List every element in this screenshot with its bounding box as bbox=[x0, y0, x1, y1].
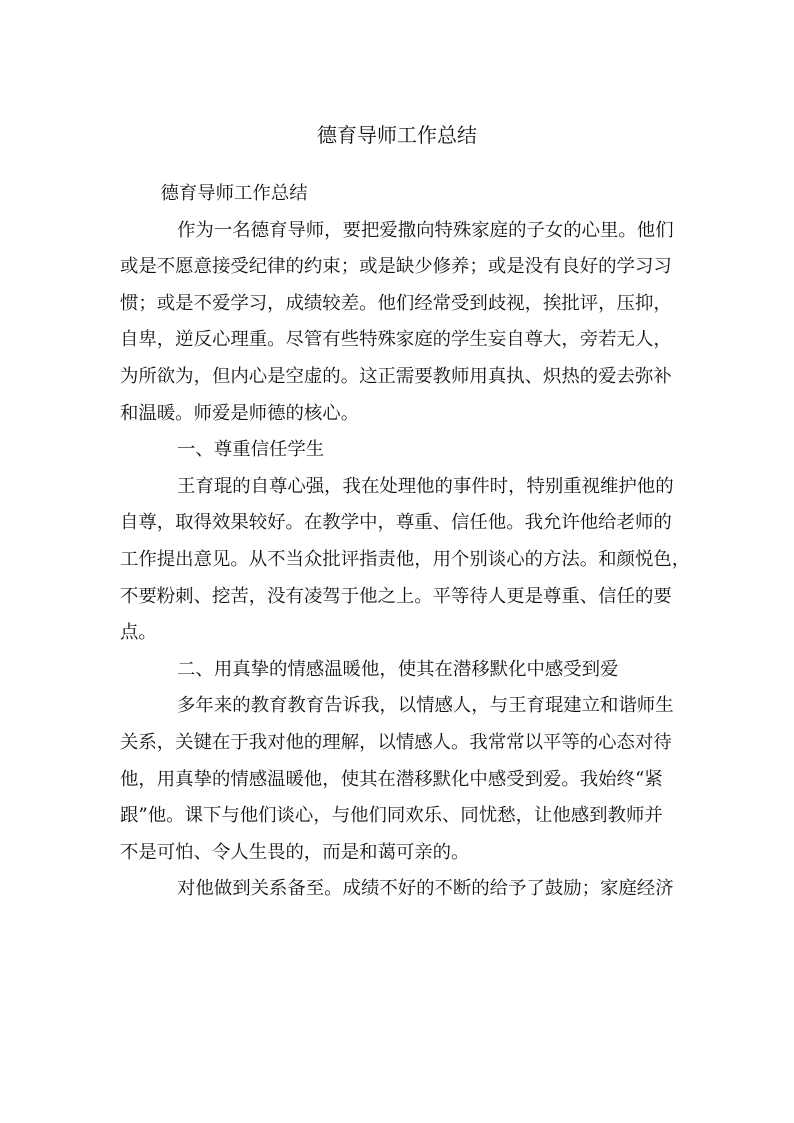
document-subtitle: 德育导师工作总结 bbox=[160, 183, 308, 204]
text-line: 王育琨的自尊心强，我在处理他的事件时，特别重视维护他的 bbox=[177, 475, 674, 497]
text-line: 二、用真挚的情感温暖他，使其在潜移默化中感受到爱 bbox=[177, 658, 619, 680]
text-line: 工作提出意见。从不当众批评指责他，用个别谈心的方法。和颜悦色， bbox=[120, 548, 691, 570]
document-title: 德育导师工作总结 bbox=[317, 123, 477, 147]
text-line: 一、尊重信任学生 bbox=[177, 439, 325, 461]
text-line: 关系，关键在于我对他的理解，以情感人。我常常以平等的心态对待 bbox=[120, 731, 672, 753]
text-line: 自尊，取得效果较好。在教学中，尊重、信任他。我允许他给老师的 bbox=[120, 512, 672, 534]
text-line: 为所欲为，但内心是空虚的。这正需要教师用真执、炽热的爱去弥补 bbox=[120, 365, 672, 387]
text-line: 不是可怕、令人生畏的，而是和蔼可亲的。 bbox=[120, 841, 470, 863]
text-line: 自卑，逆反心理重。尽管有些特殊家庭的学生妄自尊大，旁若无人， bbox=[120, 329, 672, 351]
text-line: 对他做到关系备至。成绩不好的不断的给予了鼓励；家庭经济 bbox=[177, 878, 674, 900]
text-line: 他，用真挚的情感温暖他，使其在潜移默化中感受到爱。我始终“紧 bbox=[120, 768, 663, 790]
text-line: 多年来的教育教育告诉我，以情感人，与王育琨建立和谐师生 bbox=[177, 695, 674, 717]
paragraph-intro bbox=[120, 213, 676, 433]
text-line: 跟”他。课下与他们谈心，与他们同欢乐、同忧愁，让他感到教师并 bbox=[120, 805, 663, 827]
text-line: 不要粉刺、挖苦，没有凌驾于他之上。平等待人更是尊重、信任的要 bbox=[120, 585, 672, 607]
section-heading-1 bbox=[120, 432, 676, 469]
document-body bbox=[120, 176, 691, 908]
paragraph-emotion bbox=[120, 688, 676, 871]
paragraph-care bbox=[120, 871, 676, 908]
text-line: 点。 bbox=[120, 622, 157, 644]
text-line: 或是不愿意接受纪律的约束；或是缺少修养；或是没有良好的学习习 bbox=[120, 256, 672, 278]
paragraph-respect bbox=[120, 469, 691, 652]
text-line: 作为一名德育导师，要把爱撒向特殊家庭的子女的心里。他们 bbox=[177, 219, 674, 241]
text-line: 和温暖。师爱是师德的核心。 bbox=[120, 402, 360, 424]
text-line: 惯；或是不爱学习，成绩较差。他们经常受到歧视，挨批评，压抑， bbox=[120, 292, 672, 314]
section-heading-2 bbox=[120, 652, 676, 689]
